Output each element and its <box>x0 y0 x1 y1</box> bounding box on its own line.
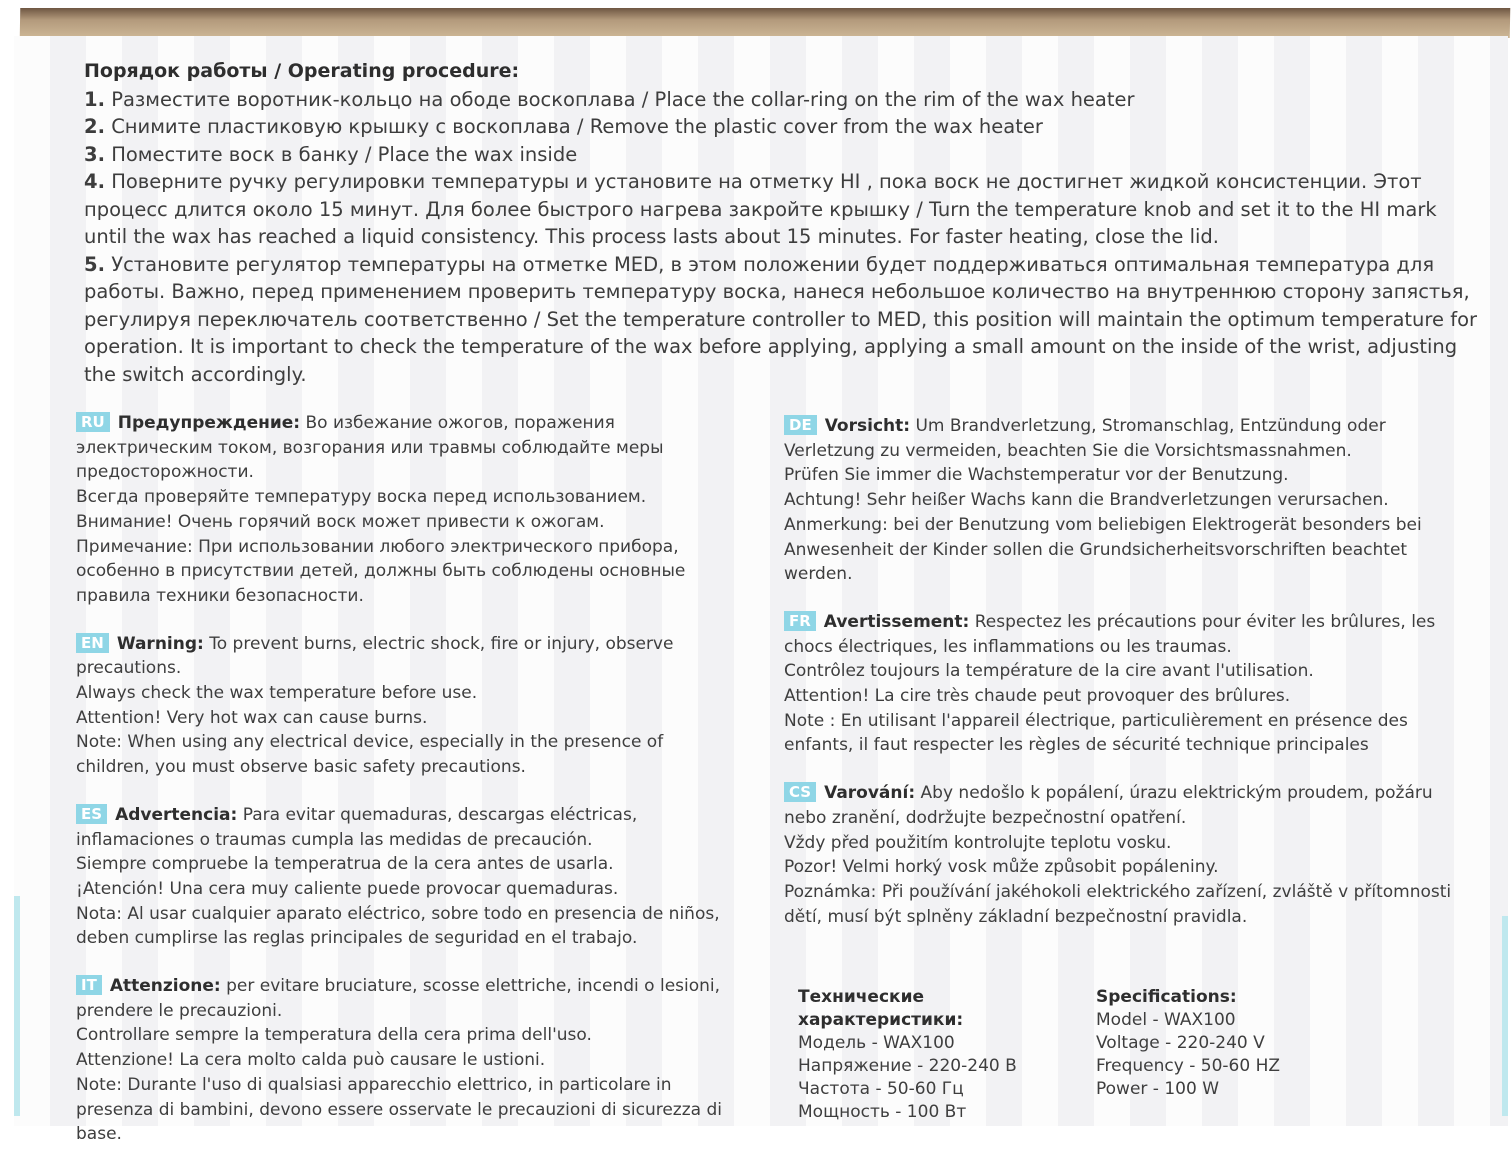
spec-line: Voltage - 220-240 V <box>1096 1033 1265 1053</box>
step-text: Поместите воск в банку / Place the wax inside <box>111 142 578 166</box>
step-number: 2. <box>84 115 105 138</box>
language-tag-ru: RU <box>76 412 110 432</box>
warning-line: Nota: Al usar cualquier aparato eléctrico, sobre todo en presencia de niños, deben cumplirse las reglas principales de seguridad en el trabajo. <box>76 903 720 949</box>
language-tag-fr: FR <box>784 611 816 631</box>
accent-stripe-right <box>1502 916 1508 1116</box>
step-text: Снимите пластиковую крышку с воскоплава / Remove the plastic cover from the wax heater <box>111 115 1043 138</box>
warning-line: Contrôlez toujours la température de la cire avant l'utilisation. <box>784 661 1314 682</box>
warning-cs <box>784 781 1464 929</box>
box-lid-edge <box>20 8 1511 38</box>
step-number: 3. <box>84 142 105 166</box>
language-tag-de: DE <box>784 415 817 435</box>
procedure-step <box>84 168 1484 251</box>
warning-heading: Varování: <box>824 783 916 804</box>
operating-procedure <box>84 58 1484 388</box>
warning-text: Respectez les précautions pour éviter les brûlures, les chocs électriques, les inflammations ou les traumas. <box>784 611 1436 657</box>
warning-en <box>76 632 736 780</box>
warning-text: Aby nedošlo k popálení, úrazu elektrickým proudem, požáru nebo zranění, dodržujte bezpečnostní opatření. <box>784 783 1433 828</box>
warning-line: Always check the wax temperature before use. <box>76 683 478 704</box>
warning-line: Controllare sempre la temperatura della cera prima dell'uso. <box>76 1025 592 1046</box>
warning-line: Siempre compruebe la temperatrua de la cera antes de usarla. <box>76 854 614 875</box>
warning-text: To prevent burns, electric shock, fire or injury, observe precautions. <box>76 633 674 679</box>
warning-text: per evitare bruciature, scosse elettriche, incendi o lesioni, prendere le precauzioni. <box>76 976 721 1021</box>
warning-heading: Avertissement: <box>823 611 970 632</box>
warning-line: Poznámka: Při používání jakéhokoli elektrického zařízení, zvláště v přítomnosti dětí, musí být splněny základní bezpečnostní pravidla. <box>784 881 1452 927</box>
spec-line: Напряжение - 220-240 В <box>798 1056 1017 1076</box>
warning-line: Note: When using any electrical device, especially in the presence of children, you must observe basic safety precautions. <box>76 732 664 778</box>
step-number: 1. <box>84 87 105 111</box>
warning-line: Attention! La cire très chaude peut provoquer des brûlures. <box>784 686 1291 707</box>
step-number: 5. <box>84 252 105 276</box>
warning-line: Всегда проверяйте температуру воска перед использованием. <box>76 487 647 508</box>
step-text: Поверните ручку регулировки температуры и установите на отметку HI , пока воск не достигнет жидкой консистенции. Этот процесс длится около 15 минут. Для более быстрого нагрева закройте крышку / Turn the temperature knob and set it to the HI mark until the wax has reached a liquid consistency. This process lasts about 15 minutes. For faster heating, close the lid. <box>84 170 1437 248</box>
warning-heading: Advertencia: <box>115 804 238 825</box>
warning-de <box>784 414 1464 587</box>
warning-text: Um Brandverletzung, Stromanschlag, Entzündung oder Verletzung zu vermeiden, beachten Sie die Vorsichtsmassnahmen. <box>784 416 1386 461</box>
spec-line: Частота - 50-60 Гц <box>798 1079 964 1099</box>
accent-stripe-left <box>14 896 20 1116</box>
warning-fr <box>784 610 1464 758</box>
warning-it <box>76 974 736 1147</box>
specifications-title: Specifications: <box>1096 987 1237 1007</box>
warning-line: ¡Atención! Una cera muy caliente puede provocar quemaduras. <box>76 878 619 899</box>
language-tag-en: EN <box>76 633 109 653</box>
warning-line: Примечание: При использовании любого электрического прибора, особенно в присутствии детей, должны быть соблюдены основные правила техники безопасности. <box>76 536 686 606</box>
procedure-step <box>84 86 1484 114</box>
spec-line: Power - 100 W <box>1096 1079 1220 1099</box>
warning-ru <box>76 411 736 609</box>
procedure-step <box>84 113 1484 141</box>
warning-line: Внимание! Очень горячий воск может привести к ожогам. <box>76 511 605 532</box>
warning-heading: Warning: <box>116 633 204 654</box>
warnings-left-column <box>76 411 736 1170</box>
warning-line: Anmerkung: bei der Benutzung vom beliebigen Elektrogerät besonders bei Anwesenheit der Kinder sollen die Grundsicherheitsvorschriften beachtet werden. <box>784 514 1422 585</box>
spec-line: Model - WAX100 <box>1096 1010 1236 1030</box>
warning-line: Pozor! Velmi horký vosk může způsobit popáleniny. <box>784 857 1219 878</box>
language-tag-cs: CS <box>784 782 816 802</box>
step-text: Установите регулятор температуры на отметке MED, в этом положении будет поддерживаться оптимальная температура для работы. Важно, перед применением проверить температуру воска, нанеся небольшое количество на внутреннюю сторону запястья, регулируя переключатель соответственно / Set the temperature controller to MED, this position will maintain the optimum temperature for operation. It is important to check the temperature of the wax before applying, applying a small amount on the inside of the wrist, adjusting the switch accordingly. <box>84 252 1478 386</box>
warning-heading: Предупреждение: <box>117 413 301 433</box>
warning-line: Attenzione! La cera molto calda può causare le ustioni. <box>76 1050 546 1071</box>
procedure-step <box>84 251 1484 389</box>
warning-text: Во избежание ожогов, поражения электрическим током, возгорания или травмы соблюдайте меры предосторожности. <box>76 413 664 483</box>
step-text: Разместите воротник-кольцо на ободе воскоплава / Place the collar-ring on the rim of the wax heater <box>111 87 1135 111</box>
specifications-title: Технические характеристики: <box>798 987 964 1030</box>
warning-line: Prüfen Sie immer die Wachstemperatur vor der Benutzung. <box>784 465 1289 486</box>
spec-line: Frequency - 50-60 HZ <box>1096 1056 1280 1076</box>
specifications-ru <box>798 986 1068 1124</box>
language-tag-it: IT <box>76 975 102 995</box>
procedure-title: Порядок работы / Operating procedure: <box>84 60 520 82</box>
warning-heading: Attenzione: <box>109 976 221 997</box>
procedure-step <box>84 141 1484 169</box>
warning-text: Para evitar quemaduras, descargas eléctricas, inflamaciones o traumas cumpla las medidas de precaución. <box>76 804 638 850</box>
warning-es <box>76 803 736 951</box>
warning-line: Note: Durante l'uso di qualsiasi apparecchio elettrico, in particolare in presenza di bambini, devono essere osservate le precauzioni di sicurezza di base. <box>76 1074 722 1145</box>
spec-line: Модель - WAX100 <box>798 1033 955 1053</box>
warning-line: Attention! Very hot wax can cause burns. <box>76 707 428 728</box>
step-number: 4. <box>84 170 105 193</box>
specifications-en <box>1096 986 1366 1101</box>
warning-line: Note : En utilisant l'appareil électrique, particulièrement en présence des enfants, il faut respecter les règles de sécurité technique principales <box>784 710 1408 756</box>
spec-line: Мощность - 100 Вт <box>798 1102 967 1122</box>
box-panel <box>14 36 1508 1145</box>
warnings-right-column <box>784 414 1464 952</box>
warning-heading: Vorsicht: <box>824 416 911 436</box>
warning-line: Achtung! Sehr heißer Wachs kann die Brandverletzungen verursachen. <box>784 490 1389 511</box>
language-tag-es: ES <box>76 804 107 824</box>
warning-line: Vždy před použitím kontrolujte teplotu vosku. <box>784 832 1172 853</box>
